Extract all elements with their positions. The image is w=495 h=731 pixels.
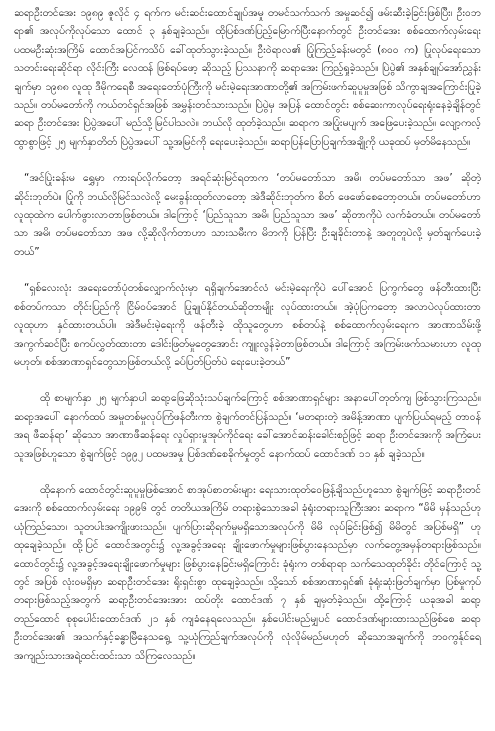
quote-paragraph-1: “အင်ပြုဲးခန်းမ ရွှေမှာ ကားရပ်လိုက်တော့ အရင်ဆုံးမြင်ရတာက ‘တပ်မတော်သာ အမိ၊ တပ်မတော်သာ အဖ’ ဆိုတဲ့ ဆိုင်းဘုတ်ပဲ။ ပြုံကို ဘယ်လိုမြင်သလဲလို့ မေးခွန်းထုတ်လာတော့ အဲဒီဆိုင်းဘုတ်က စိတ် ဖေဖော်စေတော့တယ်။ တပ်မတော်ဟာ လူထုထဲက ပေါက်ဖွားလာတာဖြစ်တယ်။ ဒါကြောင့် ‘ပြည်သူသာ အမိ၊ ပြည်သူသာ အဖ’ ဆိုတာကိုပဲ လက်ခံတယ်။ တပ်မတော်သာ အမိ၊ တပ်မတော်သာ အဖ လို့ဆိုလိုက်တာဟာ သားသမီးက မိဘကို ပြန်ပြီး ဦးချခိုင်းတာနဲ့ အတူတူပဲလို့ မှတ်ချက်ပေးခဲ့တယ်”: [14, 172, 481, 258]
body-paragraph-3: ထိုနောက် ထောင်တွင်းဆူပူမှုဖြစ်အောင် စာအုပ်စာတမ်းများ ရေးသားထုတ်ဝေဖြန့်ချိသည်ဟူသော စွဲချက်ဖြင့် ဆရာဦးတင်အေးကို စစ်ထောက်လှမ်းရေး ၁၉၉၆ တွင် တတိယအကြိမ် တရားစွဲသောအခါ ခုံရုံးတရားသူကြီးအား ဆရာက “မိမိ မှန်သည်ဟု ယုံကြည်သော၊ သူတပါးအကျိုးဖားသည်။ ပျက်ပြားဆိုရက်မှုမရှိသောအလုပ်ကို မိမိ လုပ်ခြင်းဖြစ်၍ မိမိတွင် အပြစ်မရှိ” ဟု ထုချေခဲ့သည်။ ထို့ပြင် ထောင်အတွင်း၌ လူ့အခွင့်အရေး ချိုးဖောက်မှုများဖြစ်ပွားနေသည်မှာ လက်တွေ့အမှန်တရားဖြစ်သည်။ ထောင်တွင်း၌ လူ့အခွင့်အရေးချိုးဖောက်မှုများ ဖြစ်ပွားနေခြင်းမရှိကြောင်း ခုံရုံးက တစ်ရာရာ သက်သေထုတ်ခိုင်း တိုင်ကြောင့် သူ့တွင် အပြစ် လုံးဝမရှိမှာ ဆရာဦးတင်အေး ရိုးရှင်းစွာ ထုချေခဲ့သည်။ သို့သော် စစ်အာဏာရှင်၏ ခုံရုံးဆုံးဖြတ်ချက်မှာ ပြစ်မှုကုပ်တရားဖြစ်သည့်အတွက် ဆရာ့ဦးတင်အေးအား ထပ်တိုး ထောင်ဒဏ် ၇ နှစ် ချမှတ်ခဲ့သည်။ ထို့ကြောင့် ယခုအခါ ဆရာ့တည်ထောင် စုစုပေါင်းထောင်ဒဏ် ၂၁ နှစ် ကျခံနေရလေသည်။ နှစ်ပေါင်းမည်မျှပင် ထောင်ဒဏ်များထားသည်ဖြစ်စေ ဆရာဦးတင်အေး၏ အသက်နှင့်ခန္ဓာမြီနေသရွေ့ သူ့ယုံကြည်ချက်အလုပ်ကို လုံလိုမ်မည်မဟုတ် ဆိုသောအချက်ကို ဘဝကွန်ုင်ရေအကျည်းသားအရဲ့ထင်းထင်းသာ သိကြလေသည်။: [14, 483, 481, 662]
paragraph-gap: [14, 261, 481, 279]
paragraph-gap: [14, 151, 481, 169]
paragraph-gap: [14, 463, 481, 481]
body-paragraph-2: ထို စာမျက်နှာ ၂၅ မျက်နှာပါ ဆရာ့ဖြေဆိုသုံးသပ်ချက်ကြောင့် စစ်အာဏာရှင်များ အနာပေါ်တုတ်ကျ ဖြစ်သွားကြသည်။ ဆရာ့အပေါ် နောက်ထပ် အမှုတစ်မှုလုပ်ကြံဖန်တီးကာ စွဲချက်တင်ပြန်သည်။ ‘မတရားတဲ့ အမိန့်အာဏာ ပျက်ပြယ်ရမည့် တာဝန်အရ ဖီဆန်ရာ’ ဆိုသော အာဏာဖီဆန်ရေး လှုပ်ရှားမှုအုပ်ကိုင်ရေး ခေါ်အောင်ဆန်းခေါင်းစဉ်ဖြင့် ဆရာ ဦးတင်အေးကို အကြံပေးသူအဖြစ်ဟူသော စွဲချက်ဖြင့် ၁၉၉၂ ပထမအမှု ပြစ်ဒဏ်စေခိုက်မှုတွင် နောက်ထပ် ထောင်ဒဏ် ၁၁ နှစ် ချခဲ့သည်။: [14, 392, 481, 460]
quote-paragraph-2: “ရှစ်လေးလုံး အရေးတော်ပုံတစ်လျှောက်လုံးမှာ ရရှိချက်အောင်လံ မင်းမဲ့ရေးကိုပဲ ပေါ်အောင် ပြကွက်တွေ ဖန်တီးထားပြီး စစ်တပ်ကသာ တိုင်းပြည်ကို ငြိမ်ဝပ်အောင် ပြုချုပ်နိုင်တယ်ဆိုတာမျိုး လုပ်ထားတယ်။ အဲ့ပုံပြကတော့ အလာပဲလုပ်ထားတာ လူထုဟာ နှင်ထားတယ်ပါ။ အဲဒီမင်းမဲ့ရေးကို ဖန်တီးခဲ့ ထိုသူတွေဟာ စစ်တပ်နဲ့ စစ်ထောက်လှမ်းရေးက အာဏာသိမ်းဖို့ အကွက်ဆင်ပြီး စကပ်လွှတ်ထားတာ ဒေါင်းဖြတ်မှုတွေအောင်း ကျူးလွန်ခဲ့တာဖြစ်တယ်။ ဒါကြောင့် အကြမ်းဖက်သမားဟာ လူထုမဟုတ်၊ စစ်အာဏာရှင်တွေသာဖြစ်တယ်လို့ ခပ်ပြတ်ပြတ်ပဲ ရေးပေးခဲ့တယ်”: [14, 282, 481, 368]
paragraph-gap: [14, 371, 481, 389]
body-paragraph-1: ဆရာဦးတင်အေး ၁၉၈၉ ဇူလိုင် ၄ ရက်က မင်းဆင်းထောင်ချုပ်အမှု တမင်သက်သက် အမှုဆင်၍ ဖမ်းဆီးခဲ့ခြင်းဖြစ်ပြီး၊ ဦးဝဘရာ၏ အလုပ်ကိုလုပ်သော ထောင် ၃ နှစ်ချခဲ့သည်။ ထိုပြစ်ဒဏ်ပြည့်မြောက်ပြီးနောက်တွင် ဦးတင်အေး စစ်ထောက်လှမ်းရေး ပထမဦးဆုံးအကြိမ် ထောင်အပြင်ကသိပ် ခေါ်ထုတ်သွားခဲ့သည်။ ဦးဝဲရာလ၏ ပြုံကြည့်ခန်းမတွင် (၈၀၀ က) ပြုလုပ်ရေးသော သတင်းရေးဆိုင်ရာ လိုင်းကြီး လေထန် ဖြစ်ရပ်ဖော့ ဆိုသည့် ပြဿနာကို ဆရာအေး ကြည့်ရှုခဲ့သည်။ ပြဲပွဲ၏ အနှစ်ချုပ်အော်ညွှန်းချက်မှာ ၁၉၈၈ လူထု ဒီမိုကရေစီ အရေးတော်ပုံကြီးကို မင်းမဲ့ရေးအာဏာတို့၏ အကြမ်းဖက်ဆူပူမှုအဖြစ် သိကွာချအကြောင်းပြုခဲ့သည်။ တပ်မတော်ကို ကယ်တင်ရှင်အဖြစ် အမွှန်းတင်သားသည်။ ပြဲပွဲမှ အပြန် ထောင်တွင်း စစ်ဆေးကာလုပ်ရေးရုံးနေခဲ့ချိန်တွင် ဆရာ ဦးတင်အေး ပြဲပွဲအပေါ် မည်သို့မြင်ပါသလဲ။ ဘယ်လို ထုတ်ခဲ့သည်။ ဆရာက အပြုံးမပျက် အဖြေပေးခဲ့သည်။ လျော့ကလ့်ထွာစွာဖြင့် ၂၅ မျက်နှာတိတ် ပြဲပွဲအပေါ် သူ့အမြင်ကို ရေးပေးခဲ့သည်။ ဆရာပြန်ပြောပြချက်အချို့ကို ယခုထပ် မှတ်မိနေသည်။: [14, 7, 481, 148]
